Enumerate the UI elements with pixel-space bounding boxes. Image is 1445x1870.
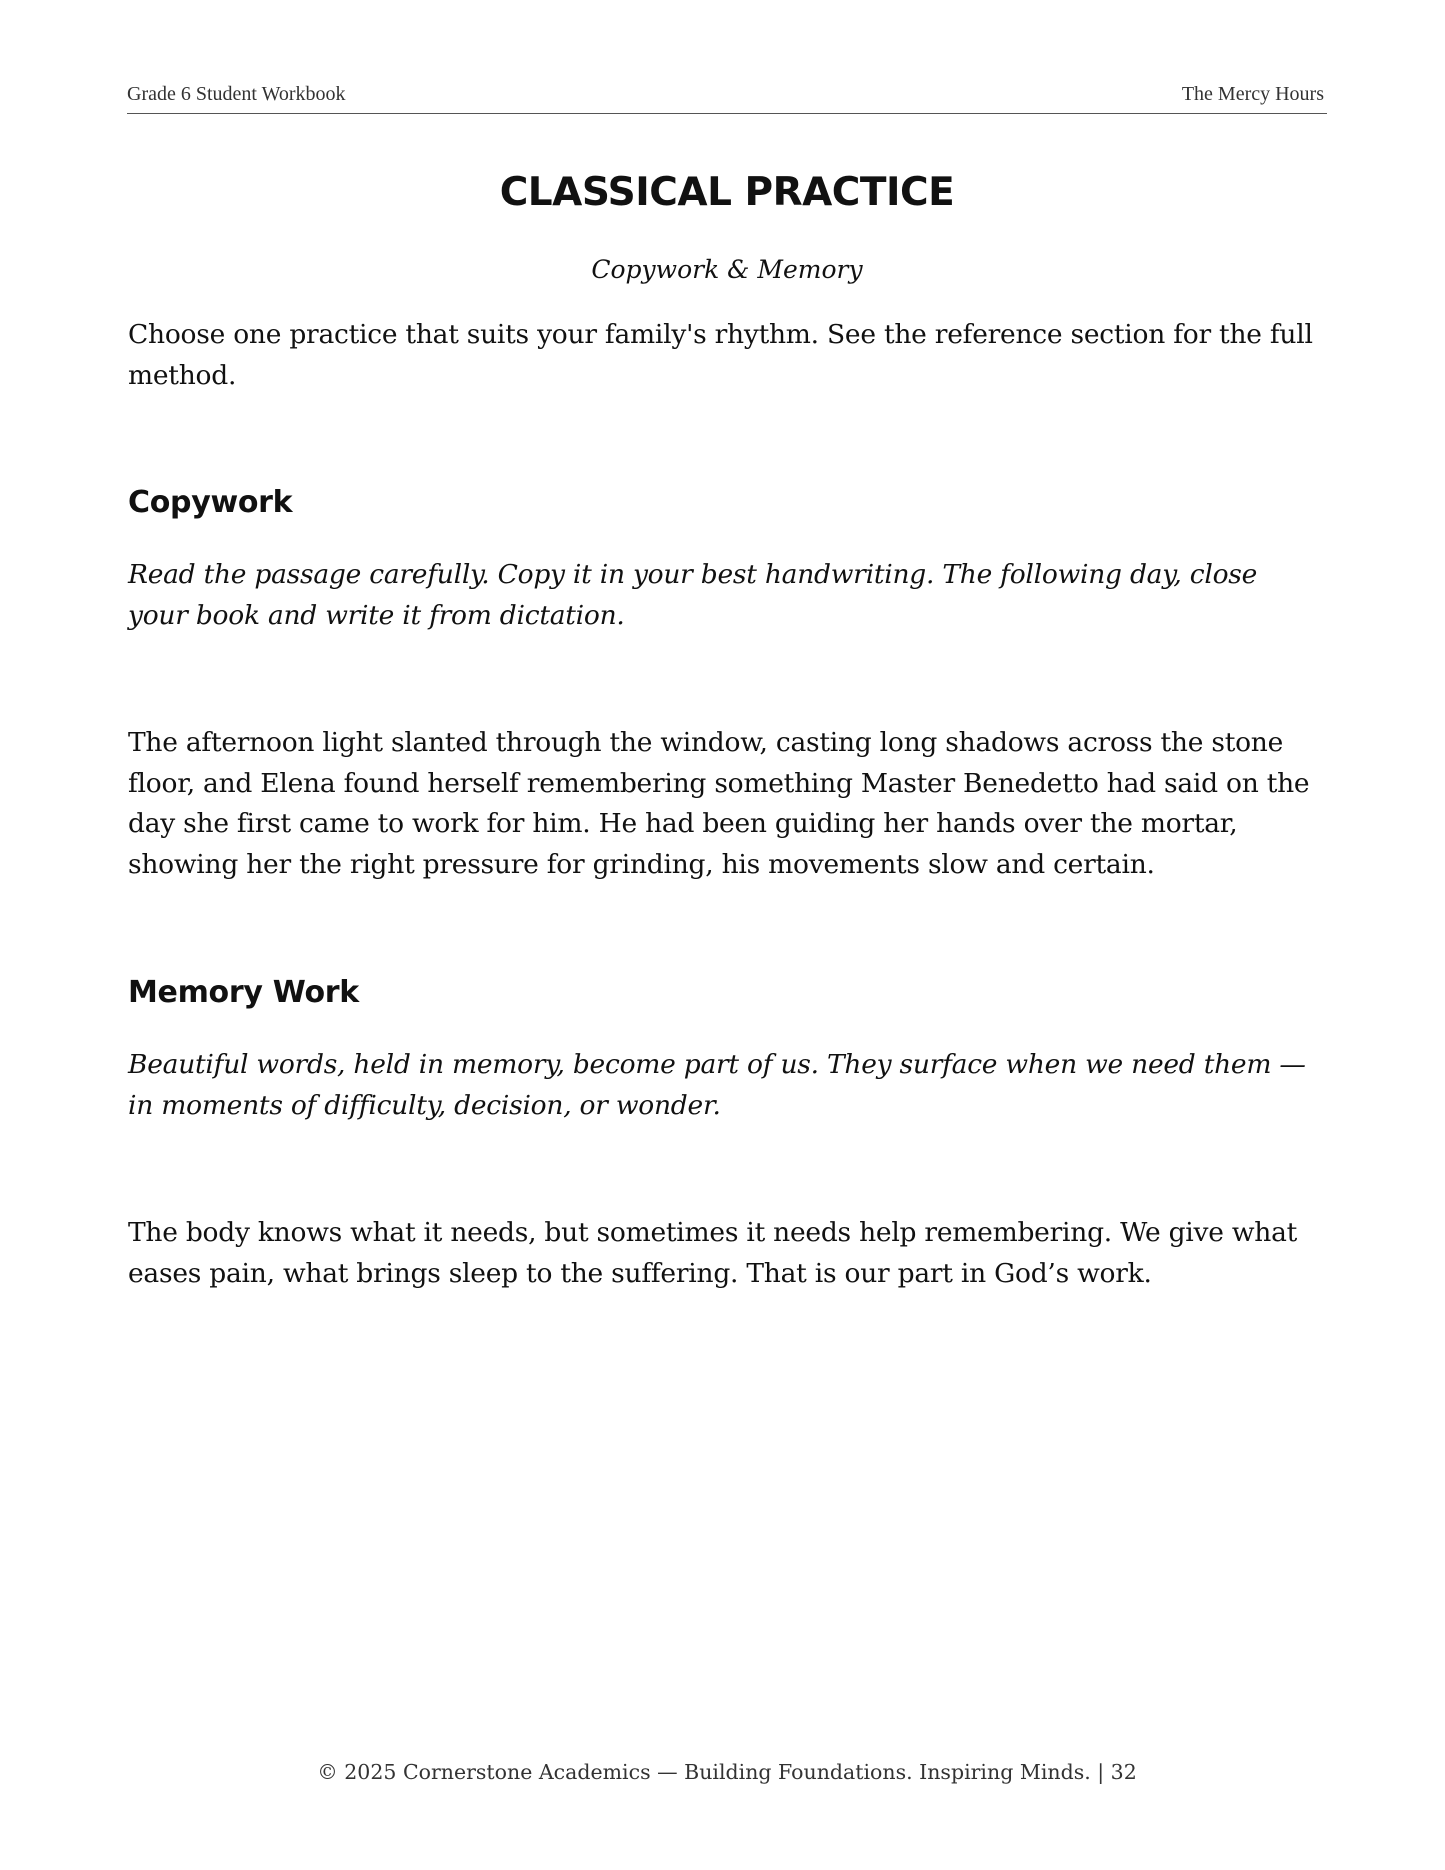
copywork-instruction: Read the passage carefully. Copy it in your best handwriting. The following day, close your book and write it from dictation.: [128, 559, 1258, 631]
running-header: [127, 83, 1327, 114]
memory-work-passage: The body knows what it needs, but sometimes it needs help remembering. We give what eases pain, what brings sleep to the suffering. That is our part in God’s work.: [128, 1217, 1298, 1289]
page-subtitle: Copywork & Memory: [591, 255, 863, 284]
section-heading-memory-work: Memory Work: [128, 975, 359, 1010]
header-workbook-title: Grade 6 Student Workbook: [127, 83, 346, 105]
memory-work-instruction: Beautiful words, held in memory, become part of us. They surface when we need them — in moments of difficulty, decision, or wonder.: [128, 1049, 1306, 1121]
section-heading-copywork: Copywork: [128, 485, 293, 520]
page-title: CLASSICAL PRACTICE: [499, 170, 955, 215]
intro-paragraph: Choose one practice that suits your family's rhythm. See the reference section for the full method.: [128, 319, 1313, 391]
page-footer: © 2025 Cornerstone Academics — Building Foundations. Inspiring Minds. | 32: [317, 1760, 1137, 1784]
copywork-passage: The afternoon light slanted through the window, casting long shadows across the stone floor, and Elena found herself remembering something Master Benedetto had said on the day she first came to work for him. He had been guiding her hands over the mortar, showing her the right pressure for grinding, his movements slow and certain.: [128, 727, 1310, 880]
header-book-title: The Mercy Hours: [1181, 83, 1324, 105]
